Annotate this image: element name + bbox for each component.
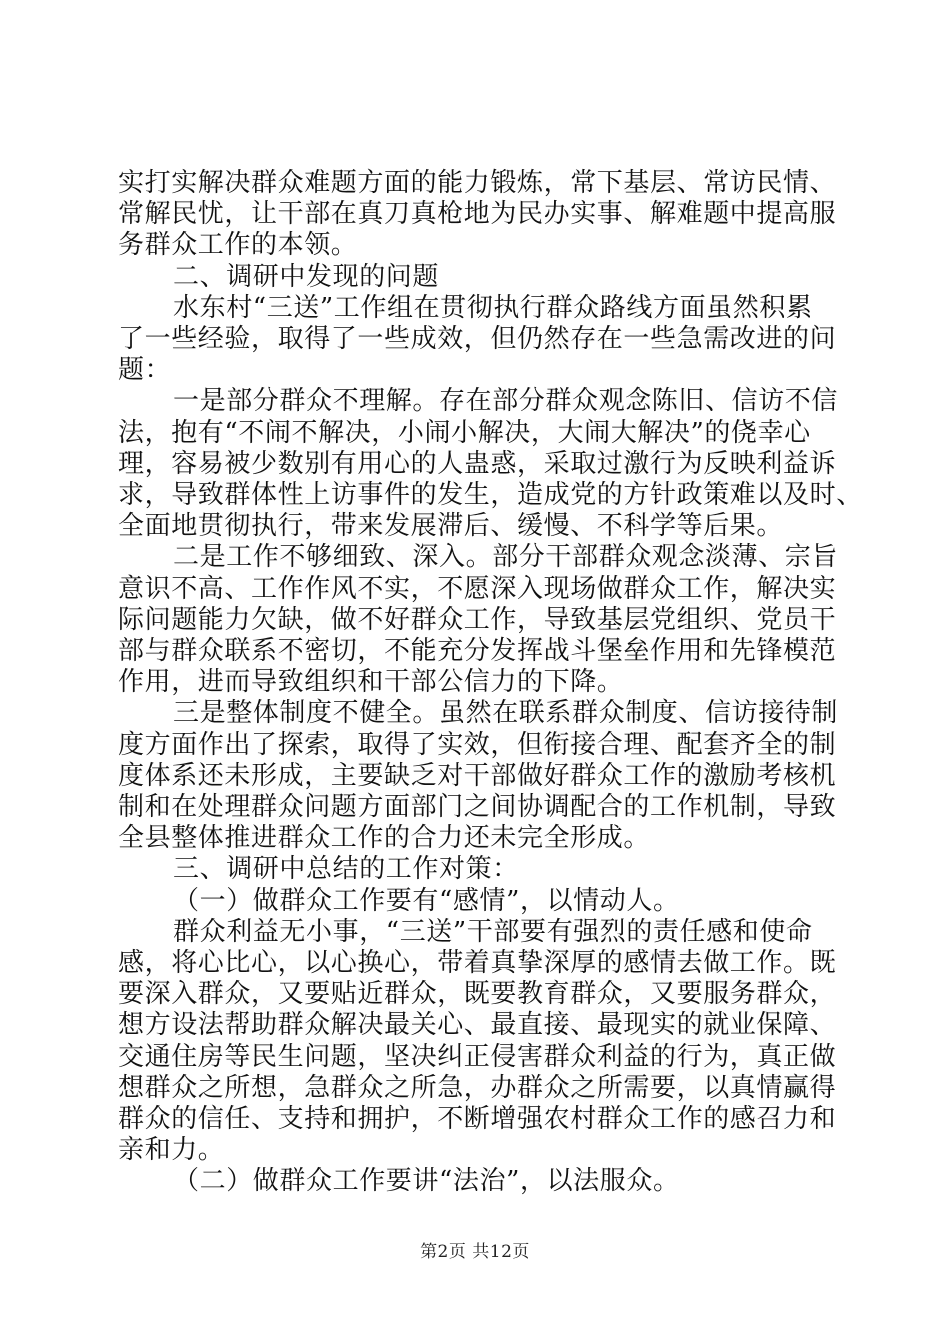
text-line: 度方面作出了探索，取得了实效，但衔接合理、配套齐全的制	[118, 729, 837, 760]
text-line: 交通住房等民生问题，坚决纠正侵害群众利益的行为，真正做	[118, 1041, 837, 1072]
text-line: （一）做群众工作要有“感情”，以情动人。	[173, 885, 680, 916]
text-line: 水东村“三送”工作组在贯彻执行群众路线方面虽然积累	[173, 292, 813, 323]
text-line: 务群众工作的本领。	[118, 230, 358, 261]
text-line: 想方设法帮助群众解决最关心、最直接、最现实的就业保障、	[118, 1010, 837, 1041]
text-line: 全面地贯彻执行，带来发展滞后、缓慢、不科学等后果。	[118, 511, 784, 542]
text-line: 亲和力。	[118, 1135, 225, 1166]
text-line: 想群众之所想，急群众之所急，办群众之所需要，以真情赢得	[118, 1072, 837, 1103]
text-line: 群众利益无小事，“三送”干部要有强烈的责任感和使命	[173, 916, 813, 947]
text-line: 感，将心比心，以心换心，带着真挚深厚的感情去做工作。既	[118, 948, 837, 978]
text-line: 三是整体制度不健全。虽然在联系群众制度、信访接待制	[173, 698, 839, 729]
text-line: 要深入群众，又要贴近群众，既要教育群众，又要服务群众，	[118, 979, 837, 1010]
text-line: 二是工作不够细致、深入。部分干部群众观念淡薄、宗旨	[173, 542, 839, 573]
text-line: 理，容易被少数别有用心的人蛊惑，采取过激行为反映利益诉	[118, 448, 837, 479]
text-line: 二、调研中发现的问题	[173, 261, 440, 292]
text-line: 法，抱有“不闹不解决，小闹小解决，大闹大解决”的侥幸心	[118, 417, 811, 448]
text-line: 求，导致群体性上访事件的发生，造成党的方针政策难以及时、	[118, 480, 863, 510]
text-line: 全县整体推进群众工作的合力还未完全形成。	[118, 823, 651, 854]
text-line: 了一些经验，取得了一些成效，但仍然存在一些急需改进的问	[118, 324, 837, 354]
text-line: 题：	[118, 355, 172, 386]
text-line: 群众的信任、支持和拥护，不断增强农村群众工作的感召力和	[118, 1104, 837, 1134]
text-line: 三、调研中总结的工作对策：	[173, 854, 519, 885]
page-number-footer: 第2页 共12页	[420, 1242, 530, 1262]
text-line: （二）做群众工作要讲“法治”，以法服众。	[173, 1166, 680, 1197]
text-line: 意识不高、工作作风不实，不愿深入现场做群众工作，解决实	[118, 573, 837, 604]
text-line: 度体系还未形成，主要缺乏对干部做好群众工作的激励考核机	[118, 760, 837, 791]
text-line: 际问题能力欠缺，做不好群众工作，导致基层党组织、党员干	[118, 604, 837, 635]
text-line: 部与群众联系不密切，不能充分发挥战斗堡垒作用和先锋模范	[118, 636, 837, 666]
text-line: 一是部分群众不理解。存在部分群众观念陈旧、信访不信	[173, 386, 839, 417]
text-line: 常解民忧，让干部在真刀真枪地为民办实事、解难题中提高服	[118, 199, 837, 230]
text-line: 实打实解决群众难题方面的能力锻炼，常下基层、常访民情、	[118, 168, 837, 198]
text-line: 作用，进而导致组织和干部公信力的下降。	[118, 667, 624, 698]
text-line: 制和在处理群众问题方面部门之间协调配合的工作机制，导致	[118, 792, 837, 822]
